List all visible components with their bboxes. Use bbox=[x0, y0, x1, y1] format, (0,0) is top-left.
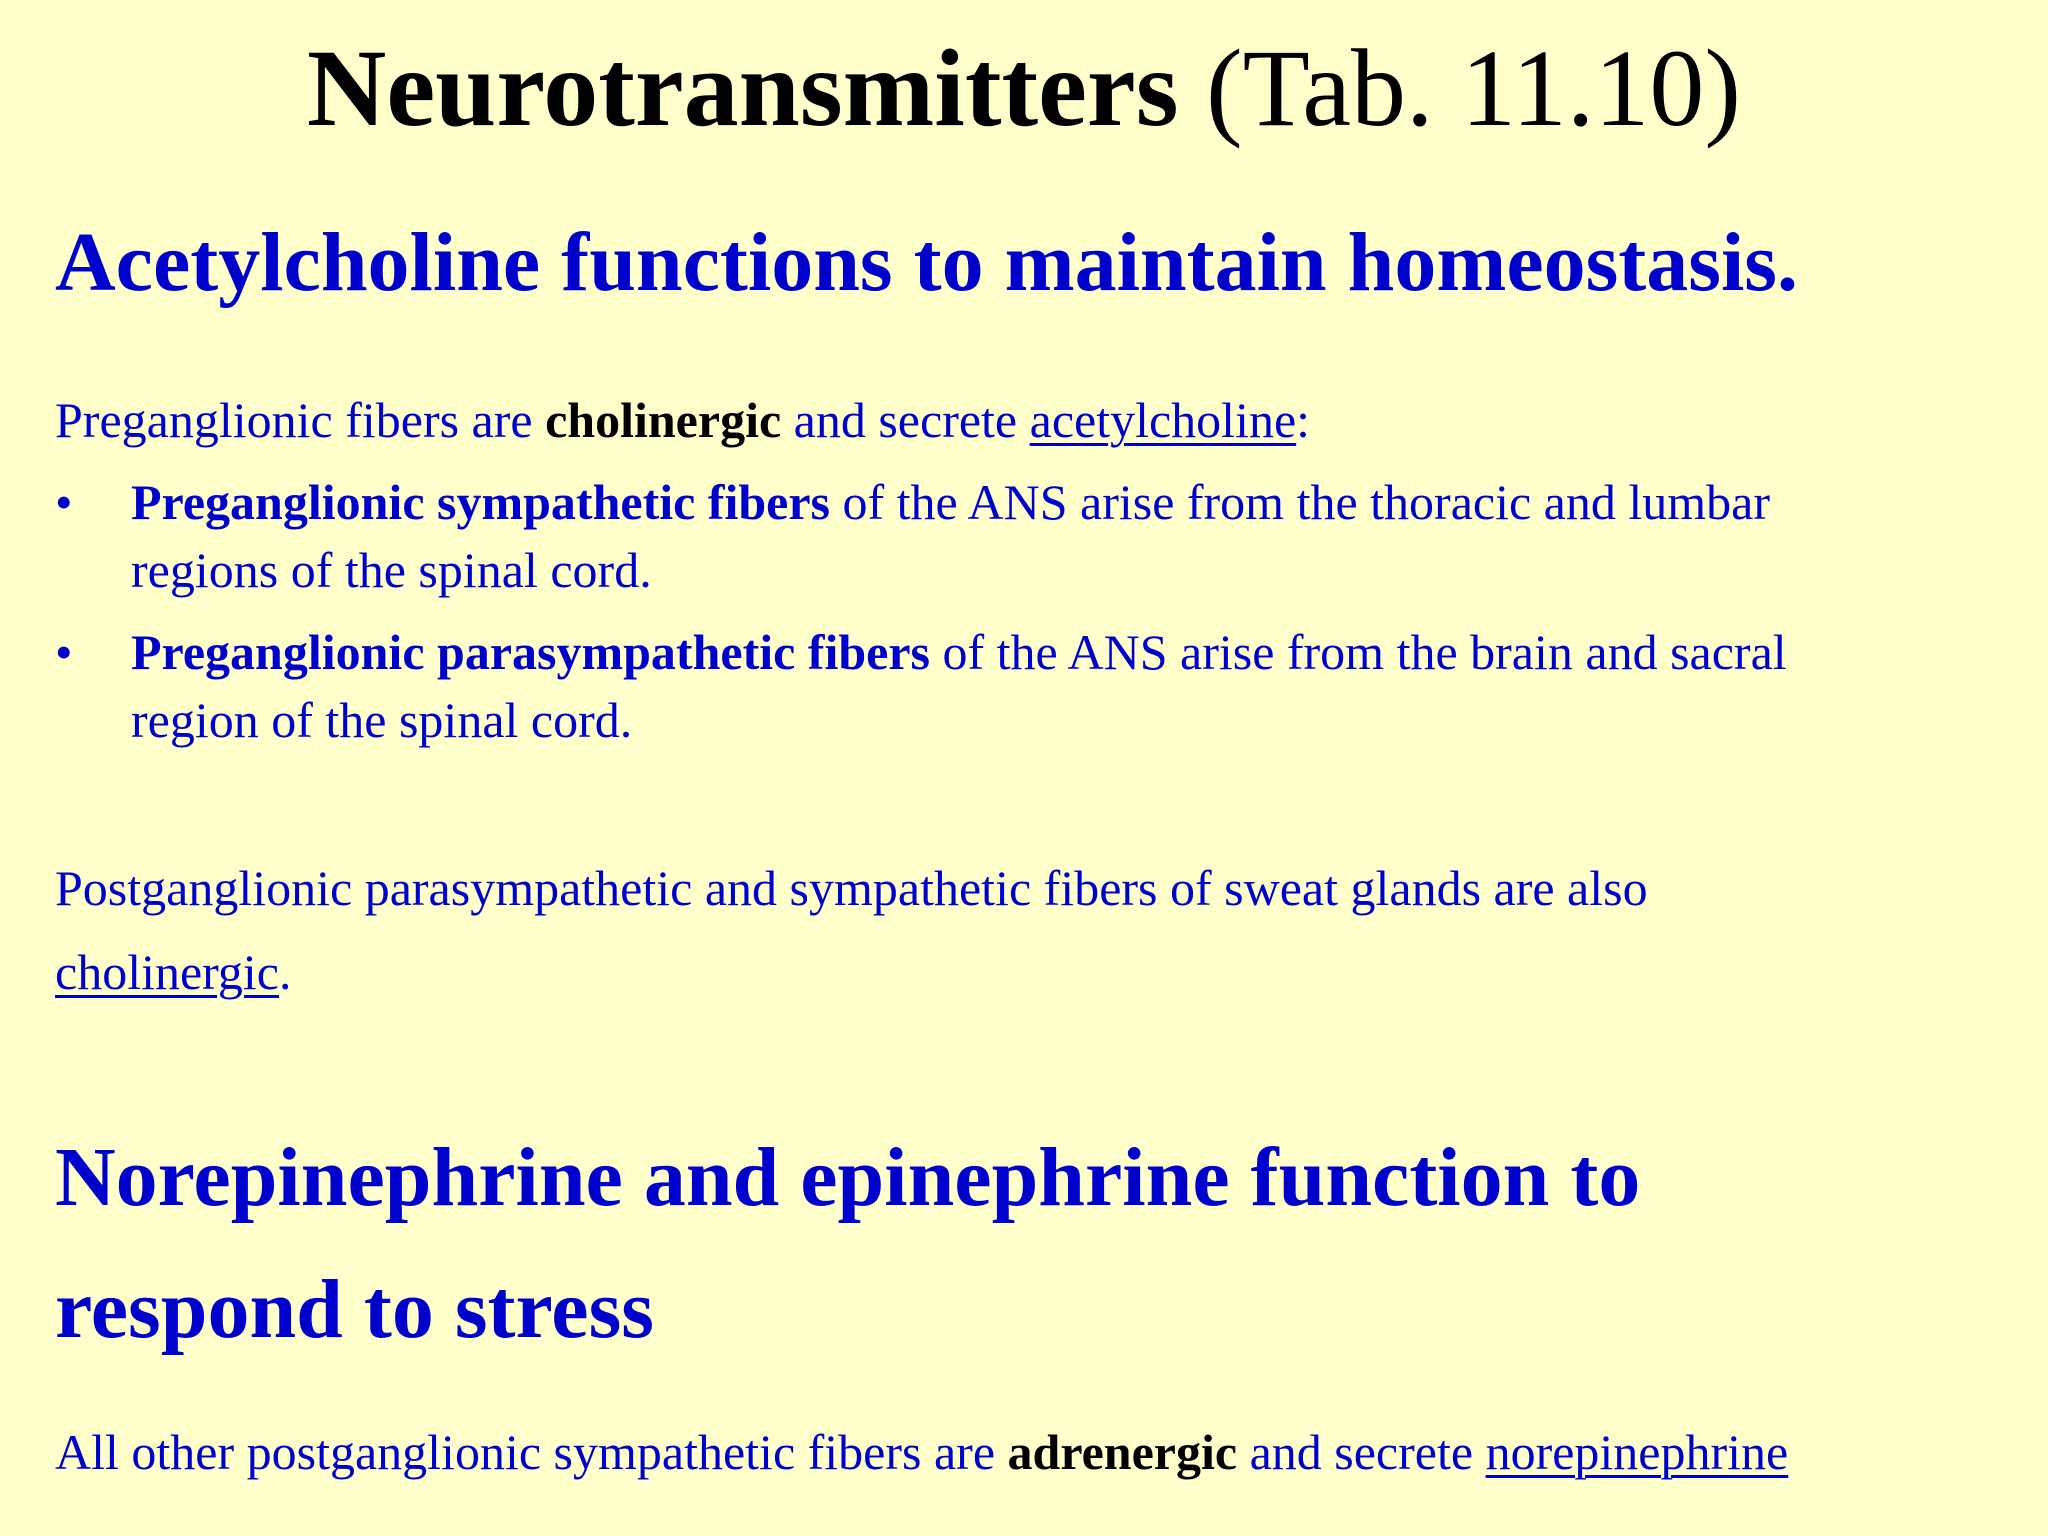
bullet-parasympathetic bbox=[55, 618, 2035, 754]
heading-acetylcholine: Acetylcholine functions to maintain homeostasis. bbox=[55, 216, 1798, 309]
bullet-text: Preganglionic sympathetic fibers of the ANS arise from the thoracic and lumbar regions of the spinal cord. bbox=[131, 474, 1770, 598]
title-reference: (Tab. 11.10) bbox=[1206, 27, 1742, 149]
paragraph-postganglionic-cholinergic: Postganglionic parasympathetic and sympathetic fibers of sweat glands are also cholinergic. bbox=[55, 860, 1648, 1000]
bullet-marker: • bbox=[55, 624, 73, 680]
link-norepinephrine[interactable]: norepinephrine bbox=[1485, 1424, 1789, 1480]
heading-norepinephrine: Norepinephrine and epinephrine function to respond to stress bbox=[55, 1131, 1641, 1356]
bullet-marker: • bbox=[55, 474, 73, 530]
bullet-sympathetic bbox=[55, 468, 2035, 604]
term-cholinergic: cholinergic bbox=[545, 392, 782, 448]
title-main: Neurotransmitters bbox=[306, 27, 1179, 149]
term-adrenergic: adrenergic bbox=[1007, 1424, 1238, 1480]
paragraph-adrenergic: All other postganglionic sympathetic fibers are adrenergic and secrete norepinephrine bbox=[55, 1424, 1789, 1480]
slide-title bbox=[0, 28, 2048, 148]
paragraph-preganglionic: Preganglionic fibers are cholinergic and secrete acetylcholine: bbox=[55, 392, 1311, 448]
bullet-text: Preganglionic parasympathetic fibers of the ANS arise from the brain and sacral region of the spinal cord. bbox=[131, 624, 1787, 748]
link-cholinergic[interactable]: cholinergic bbox=[55, 944, 279, 1000]
link-acetylcholine[interactable]: acetylcholine bbox=[1029, 392, 1297, 448]
